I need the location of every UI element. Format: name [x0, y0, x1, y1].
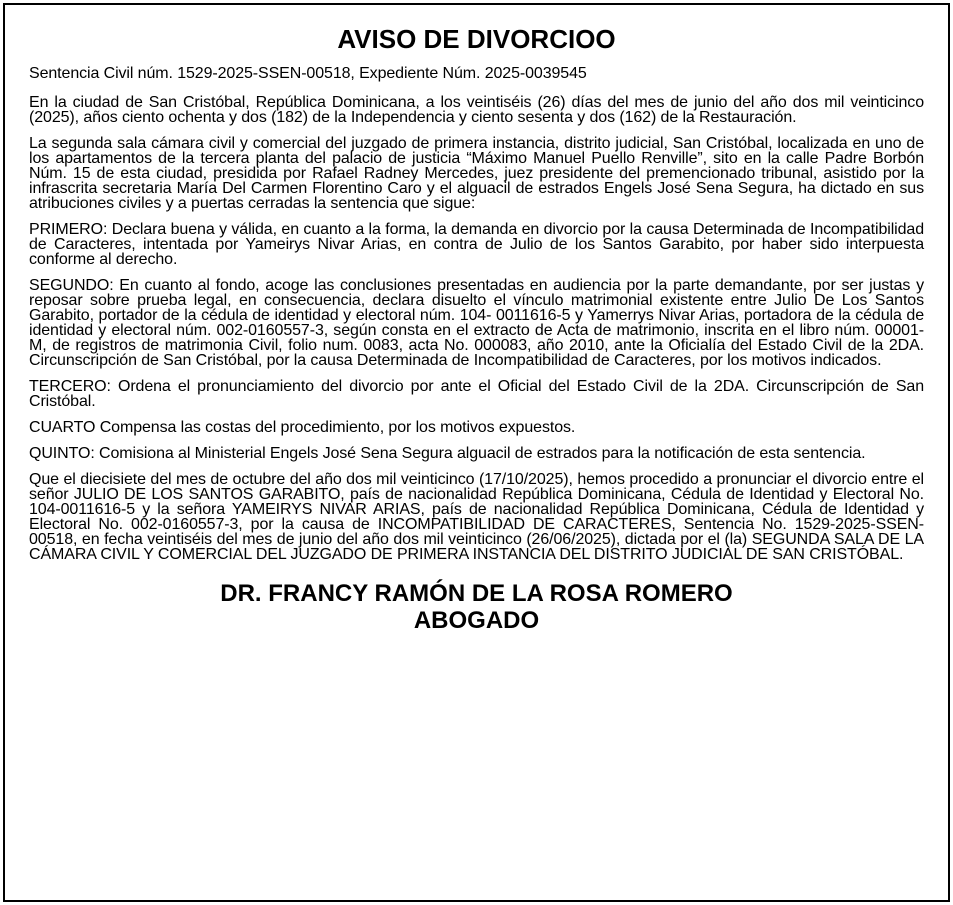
paragraph-pronouncement: Que el diecisiete del mes de octubre del año dos mil veinticinco (17/10/2025), hemos procedido a pronunciar el divorcio entre el señor JULIO DE LOS SANTOS GARABITO, país de nacionalidad República Dominicana, Cédula de Identidad y Electoral No. 104-0011616-5 y la señora YAMEIRYS NIVAR ARIAS, país de nacionalidad República Dominicana, Cédula de Identidad y Electoral No. 002-0160557-3, por la causa de INCOMPATIBILIDAD DE CARACTERES, Sentencia No. 1529-2025-SSEN-00518, en fecha veintiséis del mes de junio del año dos mil veinticinco (26/06/2025), dictada por el (la) SEGUNDA SALA DE LA CÁMARA CIVIL Y COMERCIAL DEL JUZGADO DE PRIMERA INSTANCIA DEL DISTRITO JUDICIAL DE SAN CRISTÓBAL. — [29, 471, 924, 563]
paragraph-tercero: TERCERO: Ordena el pronunciamiento del divorcio por ante el Oficial del Estado Civil de la 2DA. Circunscripción de San Cristóbal. — [29, 378, 924, 410]
signature-block — [29, 580, 924, 634]
paragraph-court: La segunda sala cámara civil y comercial del juzgado de primera instancia, distrito judicial, San Cristóbal, localizada en uno de los apartamentos de la tercera planta del palacio de justicia “Máximo Manuel Puello Renville”, sito en la calle Padre Borbón Núm. 15 de esta ciudad, presidida por Rafael Radney Mercedes, juez presidente del premencionado tribunal, asistido por la infrascrita secretaria María Del Carmen Florentino Caro y el alguacil de estrados Engels José Sena Segura, ha dictado en sus atribuciones civiles y a puertas cerradas la sentencia que sigue: — [29, 135, 924, 212]
paragraph-quinto: QUINTO: Comisiona al Ministerial Engels José Sena Segura alguacil de estrados para la notificación de esta sentencia. — [29, 445, 866, 462]
paragraph-preamble: En la ciudad de San Cristóbal, República Dominicana, a los veintiséis (26) días del mes de junio del año dos mil veinticinco (2025), años ciento ochenta y dos (182) de la Independencia y ciento sesenta y dos (162) de la Restauración. — [29, 94, 924, 126]
signature-name: DR. FRANCY RAMÓN DE LA ROSA ROMERO — [220, 580, 733, 607]
paragraph-segundo: SEGUNDO: En cuanto al fondo, acoge las conclusiones presentadas en audiencia por la parte demandante, por ser justas y reposar sobre prueba legal, en consecuencia, declara disuelto el vínculo matrimonial existente entre Julio De Los Santos Garabito, portador de la cédula de identidad y electoral núm. 104- 0011616-5 y Yamerrys Nivar Arias, portadora de la cédula de identidad y electoral núm. 002-0160557-3, según consta en el extracto de Acta de matrimonio, inscrita en el libro núm. 00001-M, de registros de matrimonia Civil, folio num. 0083, acta No. 000083, año 2010, ante la Oficialía del Estado Civil de la 2DA. Circunscripción de San Cristóbal, por la causa Determinada de Incompatibilidad de Caracteres, por los motivos indicados. — [29, 277, 924, 369]
signature-role: ABOGADO — [413, 607, 540, 634]
paragraph-primero: PRIMERO: Declara buena y válida, en cuanto a la forma, la demanda en divorcio por la causa Determinada de Incompatibilidad de Caracteres, intentada por Yameirys Nivar Arias, en contra de Julio de los Santos Garabito, por haber sido interpuesta conforme al derecho. — [29, 221, 924, 268]
case-reference: Sentencia Civil núm. 1529-2025-SSEN-00518, Expediente Núm. 2025-0039545 — [29, 65, 587, 82]
notice-title: AVISO DE DIVORCIOO — [337, 24, 616, 54]
divorce-notice — [3, 3, 950, 902]
paragraph-cuarto: CUARTO Compensa las costas del procedimiento, por los motivos expuestos. — [29, 419, 576, 436]
